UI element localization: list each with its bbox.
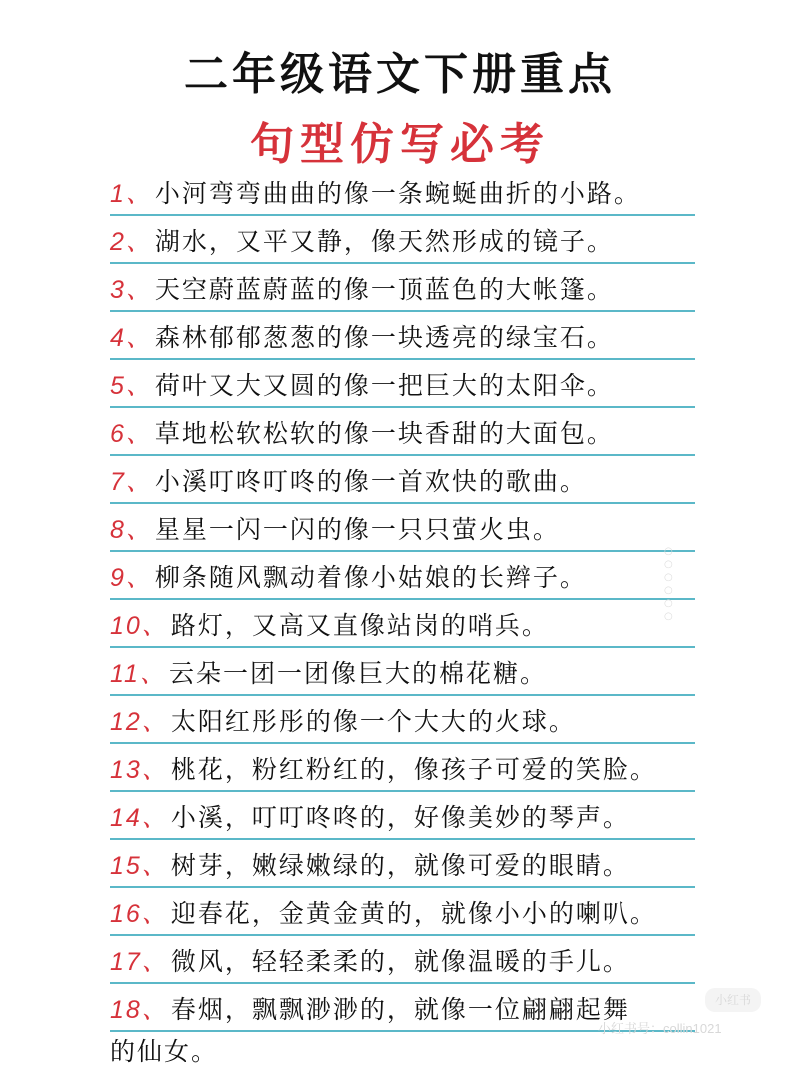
- decorative-dots: ○ ○ ○ ○ ○ ○: [664, 546, 673, 622]
- item-text: 森林郁郁葱葱的像一块透亮的绿宝石。: [154, 323, 614, 352]
- item-text: 草地松软松软的像一块香甜的大面包。: [154, 419, 614, 448]
- item-number: 16、: [110, 900, 169, 928]
- page-title: 二年级语文下册重点: [184, 49, 616, 100]
- item-text: 小河弯弯曲曲的像一条蜿蜒曲折的小路。: [154, 179, 641, 208]
- list-item: [110, 792, 695, 840]
- list-item: [110, 168, 695, 216]
- item-number: 13、: [110, 756, 169, 784]
- list-item: [110, 840, 695, 888]
- item-text: 路灯，又高又直像站岗的哨兵。: [170, 611, 549, 640]
- item-text: 微风，轻轻柔柔的，就像温暖的手儿。: [170, 947, 630, 976]
- list-item: [110, 408, 695, 456]
- sentence-list: [110, 168, 695, 1032]
- item-number: 10、: [110, 612, 169, 640]
- item-text: 星星一闪一闪的像一只只萤火虫。: [154, 515, 560, 544]
- item-number: 12、: [110, 708, 169, 736]
- item-text: 天空蔚蓝蔚蓝的像一顶蓝色的大帐篷。: [154, 275, 614, 304]
- item-number: 15、: [110, 852, 169, 880]
- list-item: [110, 360, 695, 408]
- item-text: 柳条随风飘动着像小姑娘的长辫子。: [154, 563, 587, 592]
- item-number: 5、: [110, 372, 153, 400]
- item-number: 3、: [110, 276, 153, 304]
- watermark-badge: 小红书: [705, 988, 761, 1012]
- item-number: 6、: [110, 420, 153, 448]
- item-number: 9、: [110, 564, 153, 592]
- item-text: 小溪，叮叮咚咚的，好像美妙的琴声。: [170, 803, 630, 832]
- item-number: 14、: [110, 804, 169, 832]
- list-item: [110, 216, 695, 264]
- item-number: 18、: [110, 996, 169, 1024]
- list-item: [110, 456, 695, 504]
- list-item: [110, 936, 695, 984]
- item-number: 17、: [110, 948, 169, 976]
- item-text: 荷叶又大又圆的像一把巨大的太阳伞。: [154, 371, 614, 400]
- list-item: [110, 312, 695, 360]
- item-number: 1、: [110, 180, 153, 208]
- page-subtitle: 句型仿写必考: [250, 119, 550, 170]
- list-item: [110, 504, 695, 552]
- item-number: 4、: [110, 324, 153, 352]
- list-item: [110, 264, 695, 312]
- item-text: 小溪叮咚叮咚的像一首欢快的歌曲。: [154, 467, 587, 496]
- list-item: [110, 744, 695, 792]
- list-item: [110, 600, 695, 648]
- item-number: 11、: [110, 660, 167, 688]
- item-18-continuation: 的仙女。: [110, 1037, 219, 1066]
- item-text: 湖水，又平又静，像天然形成的镜子。: [154, 227, 614, 256]
- item-text: 太阳红彤彤的像一个大大的火球。: [170, 707, 576, 736]
- list-item: [110, 648, 695, 696]
- item-text: 桃花，粉红粉红的，像孩子可爱的笑脸。: [170, 755, 657, 784]
- item-text: 春烟，飘飘渺渺的，就像一位翩翩起舞: [170, 995, 630, 1024]
- item-text: 迎春花，金黄金黄的，就像小小的喇叭。: [170, 899, 657, 928]
- item-number: 7、: [110, 468, 153, 496]
- list-item: [110, 696, 695, 744]
- item-number: 8、: [110, 516, 153, 544]
- list-item: [110, 552, 695, 600]
- watermark-id: 小红书号：collin1021: [598, 1021, 722, 1036]
- item-number: 2、: [110, 228, 153, 256]
- item-text: 云朵一团一团像巨大的棉花糖。: [168, 659, 547, 688]
- list-item: [110, 888, 695, 936]
- item-text: 树芽，嫩绿嫩绿的，就像可爱的眼睛。: [170, 851, 630, 880]
